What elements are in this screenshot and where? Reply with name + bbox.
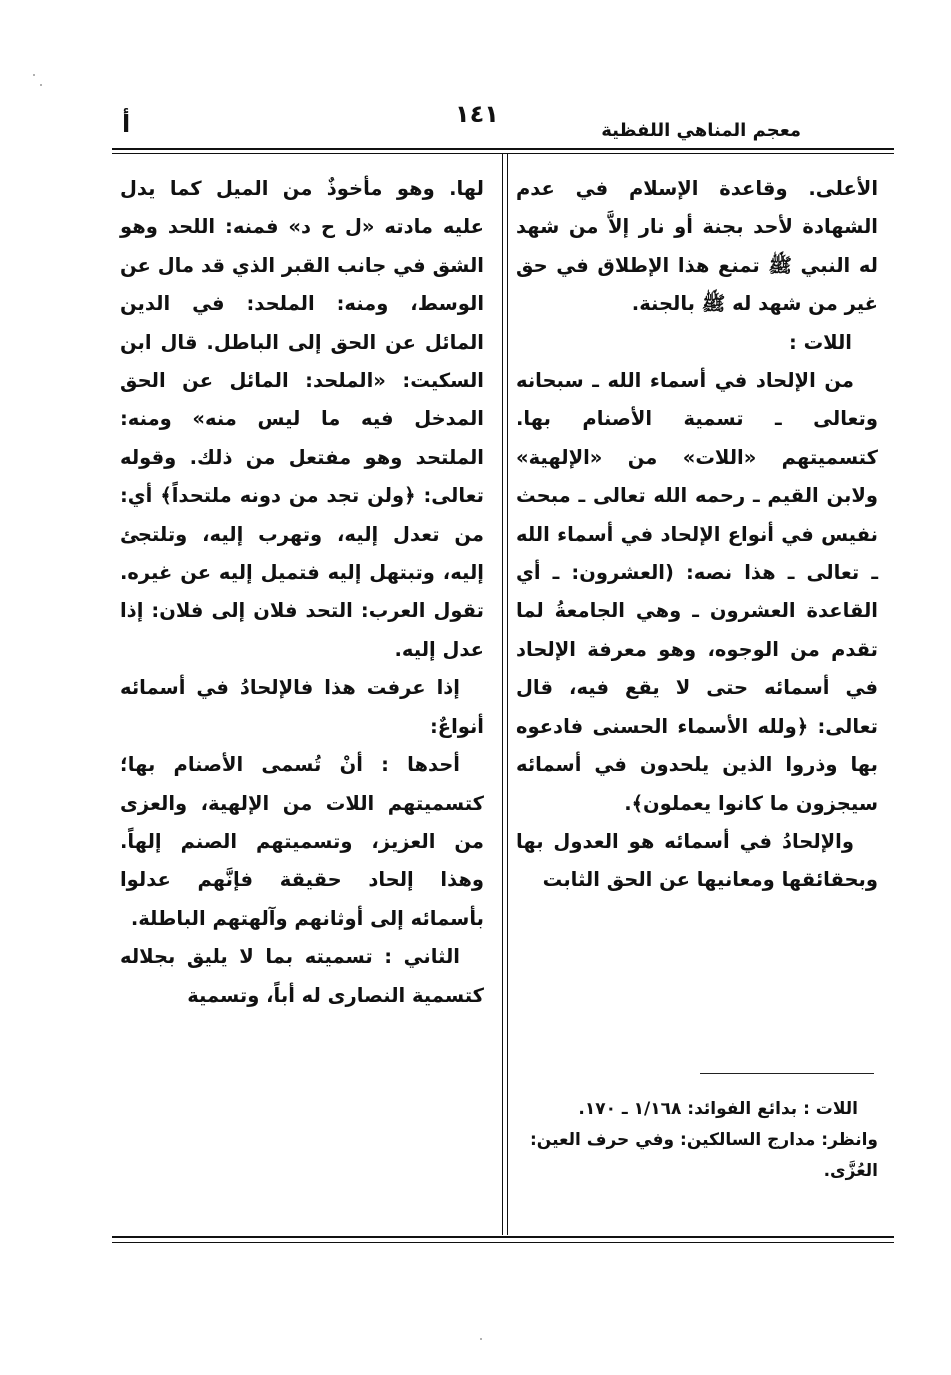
scan-speck — [33, 74, 35, 76]
header-rule — [112, 148, 894, 150]
footer-rule — [112, 1236, 894, 1238]
paragraph: الثاني : تسميته بما لا يليق بجلاله كتسمية النصارى له أباً، وتسمية — [120, 945, 484, 1007]
paragraph: من الإلحاد في أسماء الله ـ سبحانه وتعالى ـ تسمية الأصنام بها. كتسميتهم «اللات» من «الإلهية» ولابن القيم ـ رحمه الله تعالى ـ مبحث نفيس في أنواع الإلحاد في أسماء الله ـ تعالى ـ هذا نصه: (العشرون: ـ أي القاعدة العشرون ـ وهي الجامعةُ لما تقدم من الوجوه، وهو معرفة الإلحاد في أسمائه حتى لا يقع فيه، قال تعالى: ﴿ولله الأسماء الحسنى فادعوه بها وذروا الذين يلحدون في أسمائه سيجزون ما كانوا يعملون﴾. — [516, 369, 878, 815]
running-head-title: معجم المناهي اللفظية — [601, 120, 801, 141]
footer-rule-thin — [112, 1242, 894, 1243]
paragraph: أحدها : أنْ تُسمى الأصنام بها؛ كتسميتهم اللات من الإلهية، والعزى من العزيز، وتسميتهم الصنم إلهاً. وهذا إلحاد حقيقة فإنَّهم عدلوا بأسمائه إلى أوثانهم وآلهتهم الباطلة. — [120, 753, 484, 930]
footnote: اللات : بدائع الفوائد: ١/١٦٨ ـ ١٧٠. — [578, 1099, 858, 1119]
page-number: ١٤١ — [455, 100, 499, 128]
paragraph: الأعلى. وقاعدة الإسلام في عدم الشهادة لأحد بجنة أو نار إلاَّ من شهد له النبي ﷺ تمنع هذا الإطلاق في حق غير من شهد له ﷺ بالجنة. — [516, 177, 878, 316]
left-column — [120, 170, 484, 1015]
paragraph: لها. وهو مأخوذٌ من الميل كما يدل عليه مادته «ل ح د» فمنه: اللحد وهو الشق في جانب القبر الذي قد مال عن الوسط، ومنه: الملحد: في الدين المائل عن الحق إلى الباطل. قال ابن السكيت: «الملحد: المائل عن الحق المدخل فيه ما ليس منه» ومنه: الملتحد وهو مفتعل من ذلك. وقوله تعالى: ﴿ولن تجد من دونه ملتحداً﴾ أي: من تعدل إليه، وتهرب إليه، وتلتجئ إليه، وتبتهل إليه فتميل إليه عن غيره. تقول العرب: التحد فلان إلى فلان: إذا عدل إليه. — [120, 177, 484, 661]
right-column — [516, 170, 878, 900]
paragraph: إذا عرفت هذا فالإلحادُ في أسمائه أنواعٌ: — [120, 676, 484, 738]
column-divider-thin — [507, 153, 508, 1235]
scan-speck — [480, 1338, 482, 1340]
signature-mark: أ — [122, 110, 131, 138]
footnote-separator — [700, 1073, 874, 1074]
header-rule-thin — [112, 153, 894, 154]
paragraph: والإلحادُ في أسمائه هو العدول بها وبحقائقها ومعانيها عن الحق الثابت — [516, 829, 878, 892]
scan-speck — [40, 84, 42, 86]
footnotes — [516, 1094, 878, 1187]
entry-heading: اللات : — [789, 330, 852, 354]
footnote: وانظر: مدارج السالكين: وفي حرف العين: العُزَّى. — [529, 1130, 878, 1181]
column-divider — [502, 153, 503, 1235]
